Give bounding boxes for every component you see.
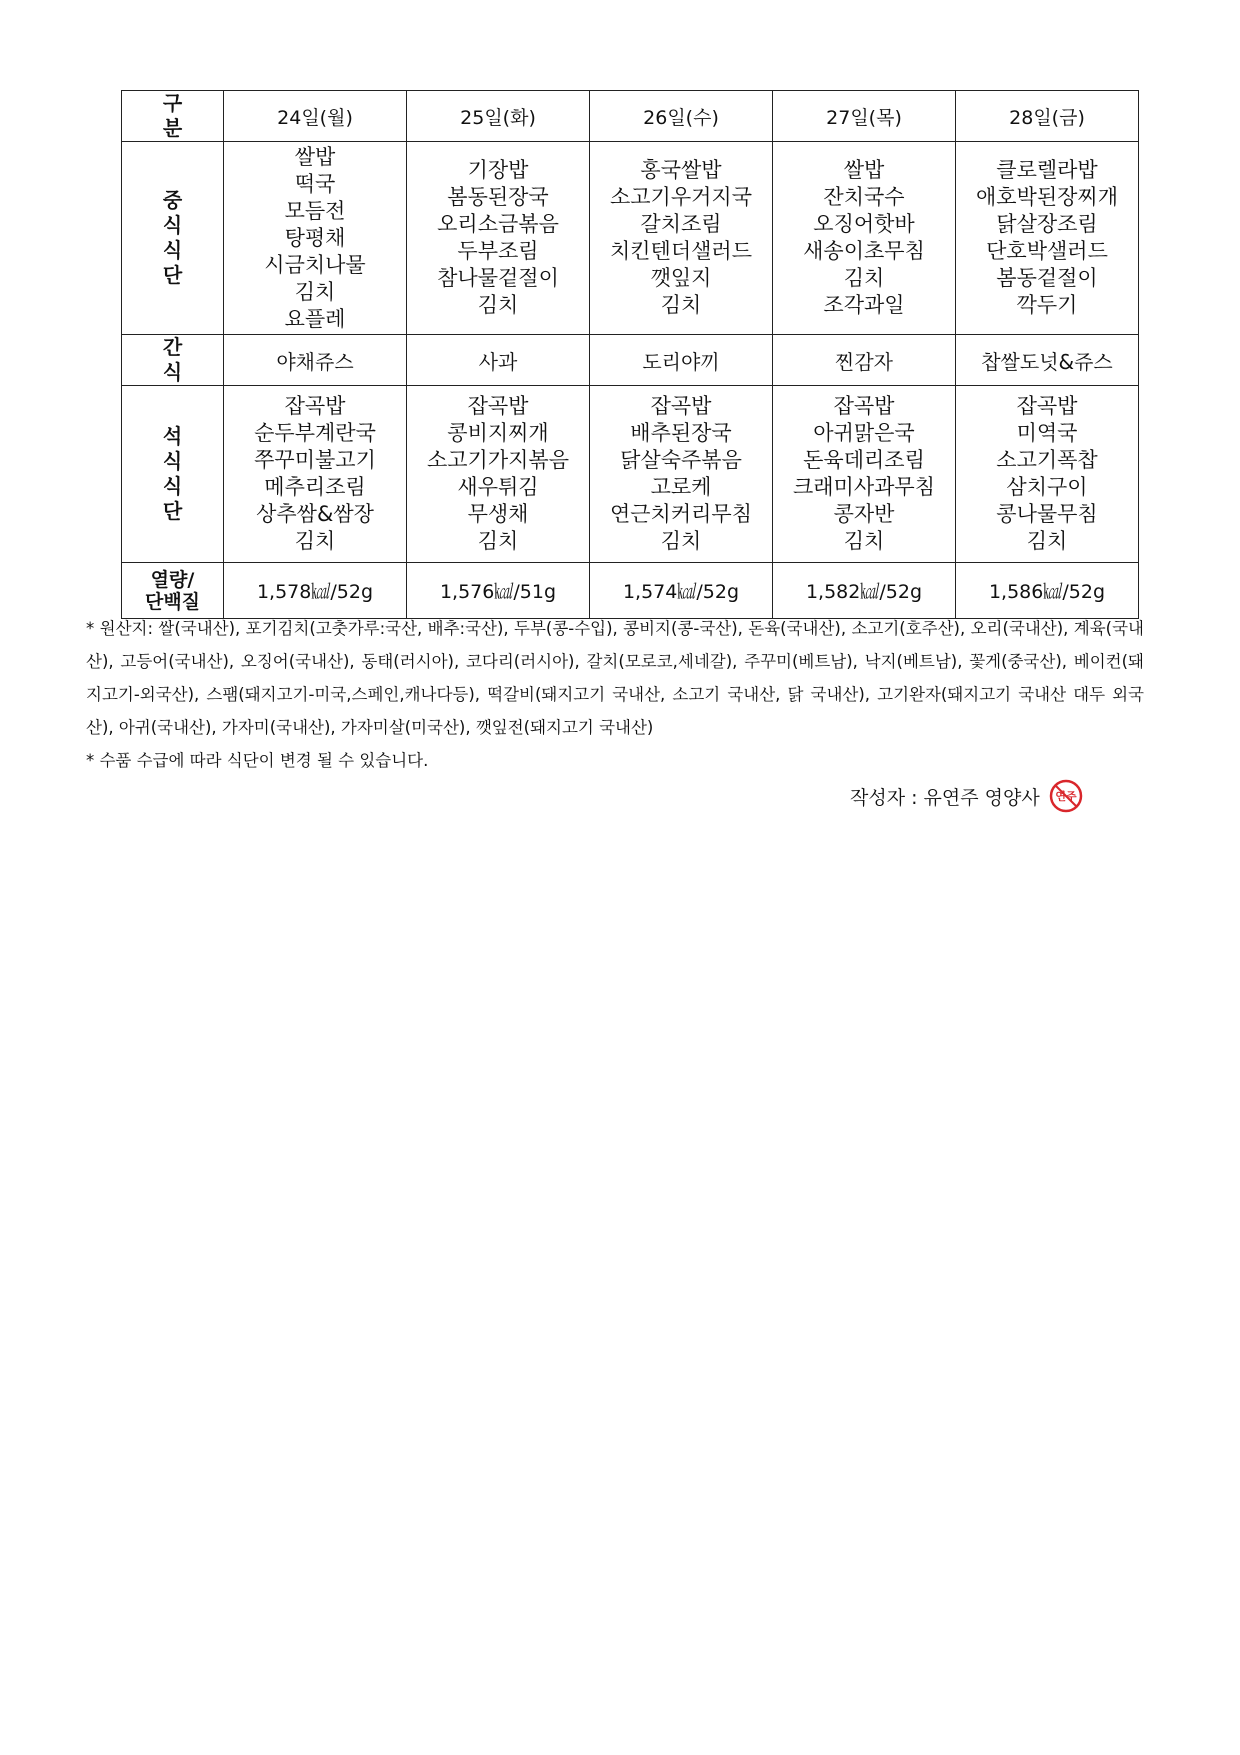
menu-item: 탕평채	[284, 225, 346, 250]
menu-item: 잡곡밥	[284, 394, 346, 418]
menu-item: 클로렐라밥	[996, 158, 1098, 182]
snack-label	[122, 335, 224, 386]
menu-item: 조각과일	[823, 293, 905, 317]
menu-item: 김치	[294, 529, 336, 553]
author-line	[850, 778, 1084, 814]
snack-cell: 찹쌀도넛&쥬스	[956, 335, 1139, 386]
dinner-label	[122, 386, 224, 563]
menu-item: 미역국	[1016, 421, 1078, 445]
snack-cell: 찐감자	[773, 335, 956, 386]
snack-cell: 야채쥬스	[224, 335, 407, 386]
calorie-cell: 1,574㎉/52g	[590, 563, 773, 619]
lunch-cell	[773, 142, 956, 335]
menu-item: 요플레	[284, 306, 346, 331]
menu-item: 떡국	[294, 171, 336, 196]
menu-item: 잡곡밥	[467, 394, 529, 418]
menu-item: 소고기폭찹	[996, 448, 1098, 472]
dinner-label-line: 석 식	[162, 424, 201, 473]
menu-item: 모듬전	[284, 198, 346, 223]
menu-item: 김치	[1026, 529, 1068, 553]
menu-item: 콩자반	[833, 502, 895, 526]
menu-item: 애호박된장찌개	[975, 185, 1118, 209]
menu-item: 새송이초무침	[803, 239, 925, 263]
menu-item: 단호박샐러드	[986, 239, 1108, 263]
lunch-label	[122, 142, 224, 335]
dinner-cell	[407, 386, 590, 563]
notes	[86, 612, 1144, 777]
menu-item: 콩나물무침	[996, 502, 1098, 526]
lunch-cell	[224, 142, 407, 335]
menu-item: 김치	[660, 293, 702, 317]
snack-label-text: 간 식	[162, 335, 201, 384]
menu-item: 김치	[843, 529, 885, 553]
menu-item: 두부조림	[457, 239, 539, 263]
menu-item: 참나물겉절이	[437, 266, 559, 290]
menu-item: 쭈꾸미불고기	[254, 448, 376, 472]
menu-item: 쌀밥	[843, 158, 885, 182]
menu-item: 소고기우거지국	[609, 185, 752, 209]
menu-item: 잡곡밥	[1016, 394, 1078, 418]
lunch-label-line: 중 식	[162, 188, 201, 237]
menu-item: 시금치나물	[264, 252, 366, 277]
menu-item: 기장밥	[467, 158, 529, 182]
calorie-label	[122, 563, 224, 619]
menu-item: 잔치국수	[823, 185, 905, 209]
origin-note: * 원산지: 쌀(국내산), 포기김치(고춧가루:국산, 배추:국산), 두부(콩-수입), 콩비지(콩-국산), 돈육(국내산), 소고기(호주산), 오리(국내산), 계육(국내산), 고등어(국내산), 오징어(국내산), 동태(러시아), 코다리(러시아), 갈치(모로코,세네갈), 주꾸미(베트남), 낙지(베트남), 꽃게(중국산), 베이컨(돼지고기-외국산), 스팸(돼지고기-미국,스페인,캐나다등), 떡갈비(돼지고기 국내산, 소고기 국내산, 닭 국내산), 고기완자(돼지고기 국내산 대두 외국산), 아귀(국내산), 가자미(국내산), 가자미살(미국산), 깻잎전(돼지고기 국내산)	[86, 619, 1144, 737]
header-label: 구분	[122, 91, 224, 142]
menu-item: 홍국쌀밥	[640, 158, 722, 182]
menu-item: 쌀밥	[294, 144, 336, 169]
menu-item: 봄동겉절이	[996, 266, 1098, 290]
menu-item: 갈치조림	[640, 212, 722, 236]
menu-item: 무생채	[467, 502, 529, 526]
menu-item: 치킨텐더샐러드	[609, 239, 752, 263]
snack-row	[122, 335, 1139, 386]
menu-item: 콩비지찌개	[447, 421, 549, 445]
menu-item: 상추쌈&쌈장	[256, 502, 374, 526]
snack-cell: 도리야끼	[590, 335, 773, 386]
menu-item: 오리소금볶음	[437, 212, 559, 236]
dinner-cell	[773, 386, 956, 563]
menu-item: 깻잎지	[650, 266, 712, 290]
menu-item: 소고기가지볶음	[426, 448, 569, 472]
dinner-cell	[224, 386, 407, 563]
change-note: * 수품 수급에 따라 식단이 변경 될 수 있습니다.	[86, 751, 429, 770]
day-header: 28일(금)	[956, 91, 1139, 142]
menu-item: 순두부계란국	[254, 421, 376, 445]
menu-item: 새우튀김	[457, 475, 539, 499]
menu-item: 김치	[843, 266, 885, 290]
day-header: 24일(월)	[224, 91, 407, 142]
menu-item: 메추리조림	[264, 475, 366, 499]
dinner-row	[122, 386, 1139, 563]
menu-item: 아귀맑은국	[813, 421, 915, 445]
menu-item: 깍두기	[1016, 293, 1078, 317]
header-row	[122, 91, 1139, 142]
svg-text:연주: 연주	[1055, 790, 1077, 803]
menu-item: 김치	[477, 293, 519, 317]
calorie-cell: 1,582㎉/52g	[773, 563, 956, 619]
calorie-row	[122, 563, 1139, 619]
menu-item: 잡곡밥	[833, 394, 895, 418]
menu-item: 김치	[477, 529, 519, 553]
menu-item: 닭살장조림	[996, 212, 1098, 236]
menu-item: 잡곡밥	[650, 394, 712, 418]
day-header: 27일(목)	[773, 91, 956, 142]
menu-item: 연근치커리무침	[609, 502, 752, 526]
seal-stamp	[1048, 778, 1084, 814]
lunch-cell	[590, 142, 773, 335]
author-text: 작성자 : 유연주 영양사	[850, 786, 1040, 809]
menu-item: 배추된장국	[630, 421, 732, 445]
calorie-cell: 1,586㎉/52g	[956, 563, 1139, 619]
calorie-label-line: 열량/	[150, 568, 195, 591]
snack-cell: 사과	[407, 335, 590, 386]
calorie-cell: 1,576㎉/51g	[407, 563, 590, 619]
day-header: 26일(수)	[590, 91, 773, 142]
menu-item: 돈육데리조림	[803, 448, 925, 472]
menu-item: 봄동된장국	[447, 185, 549, 209]
lunch-cell	[407, 142, 590, 335]
calorie-cell: 1,578㎉/52g	[224, 563, 407, 619]
lunch-label-line: 식 단	[162, 238, 201, 287]
menu-item: 김치	[294, 279, 336, 304]
menu-item: 크래미사과무침	[792, 475, 935, 499]
lunch-cell	[956, 142, 1139, 335]
day-header: 25일(화)	[407, 91, 590, 142]
menu-item: 닭살숙주볶음	[620, 448, 742, 472]
menu-table	[121, 90, 1139, 619]
menu-item: 고로케	[650, 475, 712, 499]
calorie-label-line: 단백질	[144, 590, 201, 613]
dinner-label-line: 식 단	[162, 474, 201, 523]
menu-item: 삼치구이	[1006, 475, 1088, 499]
dinner-cell	[956, 386, 1139, 563]
menu-item: 오징어핫바	[813, 212, 915, 236]
menu-item: 김치	[660, 529, 702, 553]
lunch-row	[122, 142, 1139, 335]
dinner-cell	[590, 386, 773, 563]
